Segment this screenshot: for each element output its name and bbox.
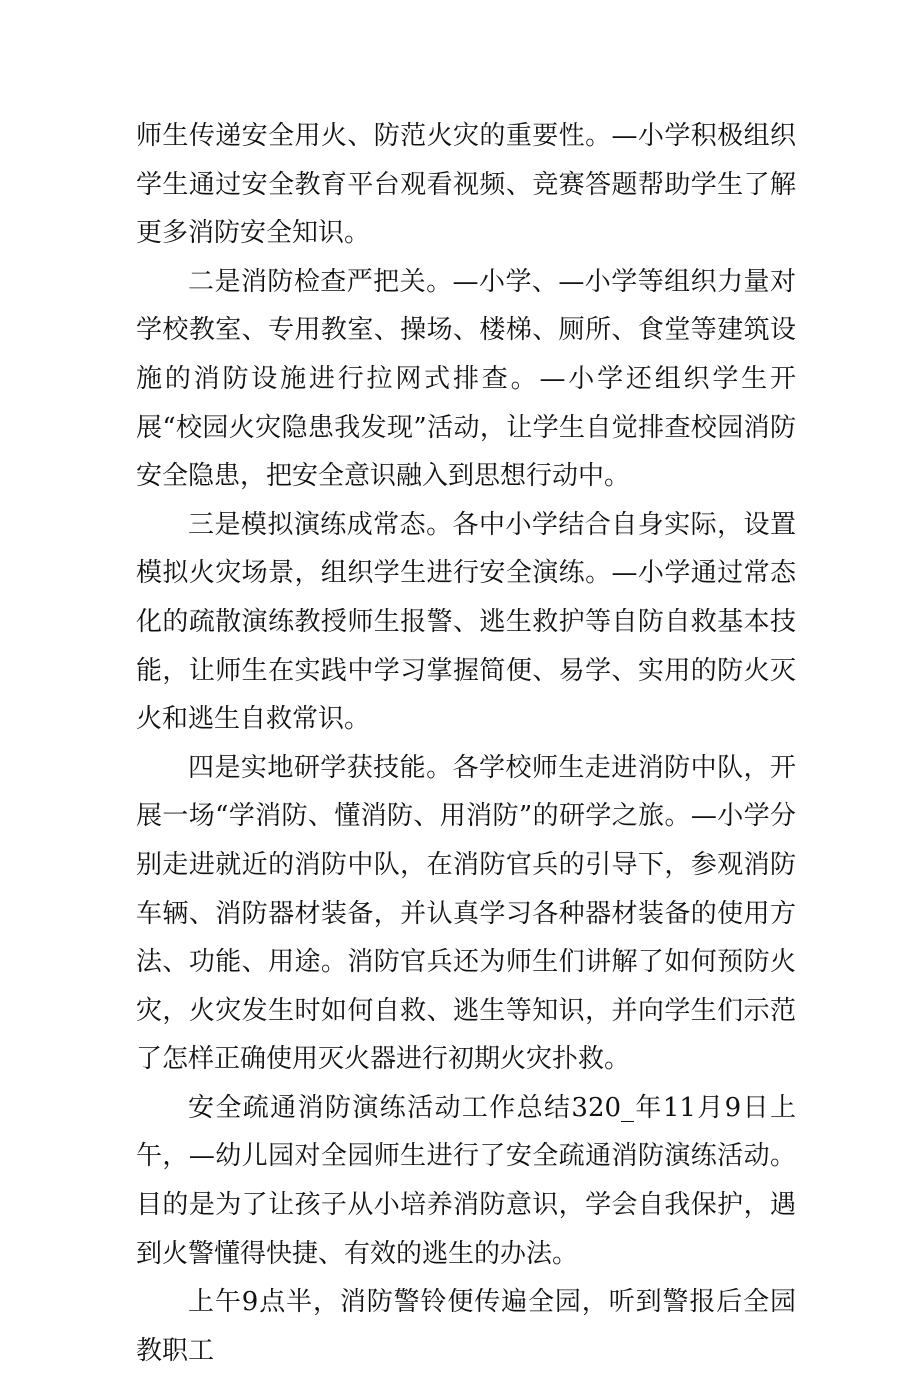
paragraph-kindergarten-drill: 安全疏通消防演练活动工作总结320_年11月9日上午，—幼儿园对全园师生进行了安全疏通消防演练活动。目的是为了让孩子从小培养消防意识，学会自我保护，遇到火警懂得快捷、有效的逃生的办法。	[136, 1092, 796, 1269]
paragraph-alarm: 上午9点半，消防警铃便传遍全园，听到警报后全园教职工	[136, 1287, 796, 1366]
paragraph-drill-routine: 三是模拟演练成常态。各中小学结合自身实际，设置模拟火灾场景，组织学生进行安全演练。—小学通过常态化的疏散演练教授师生报警、逃生救护等自防自救基本技能，让师生在实践中学习掌握简便、易学、实用的防火灭火和逃生自救常识。	[136, 509, 796, 735]
paragraph-field-study: 四是实地研学获技能。各学校师生走进消防中队，开展一场“学消防、懂消防、用消防”的研学之旅。—小学分别走进就近的消防中队，在消防官兵的引导下，参观消防车辆、消防器材装备，并认真学习各种器材装备的使用方法、功能、用途。消防官兵还为师生们讲解了如何预防火灾，火灾发生时如何自救、逃生等知识，并向学生们示范了怎样正确使用灭火器进行初期火灾扑救。	[136, 752, 796, 1075]
paragraph-fire-inspection: 二是消防检查严把关。—小学、—小学等组织力量对学校教室、专用教室、操场、楼梯、厕所、食堂等建筑设施的消防设施进行拉网式排查。—小学还组织学生开展“校园火灾隐患我发现”活动，让学生自觉排查校园消防安全隐患，把安全意识融入到思想行动中。	[136, 266, 796, 492]
document-body	[136, 112, 796, 1375]
paragraph-continuation: 师生传递安全用火、防范火灾的重要性。—小学积极组织学生通过安全教育平台观看视频、竞赛答题帮助学生了解更多消防安全知识。	[136, 121, 796, 249]
